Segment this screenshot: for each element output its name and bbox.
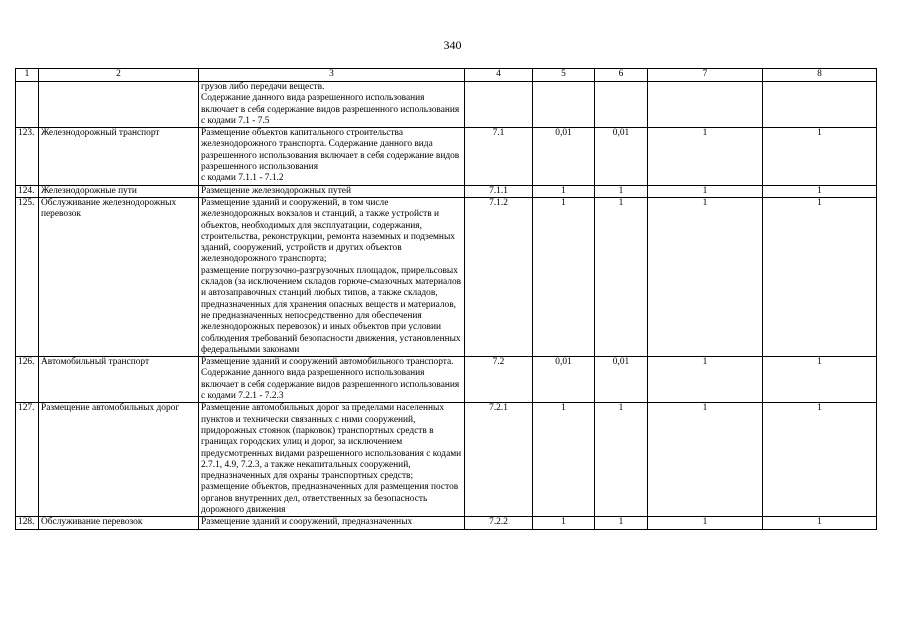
code-cell: 7.1.1 [465, 185, 533, 197]
row-number-cell: 128. [16, 517, 39, 529]
col6-cell: 1 [595, 185, 648, 197]
table-row [16, 82, 877, 128]
code-cell: 7.1 [465, 128, 533, 185]
header-cell: 7 [648, 69, 763, 82]
header-cell: 6 [595, 69, 648, 82]
use-name-cell: Обслуживание железнодорожных перевозок [39, 197, 199, 356]
col8-cell [763, 82, 877, 128]
table-header-row [16, 69, 877, 82]
row-number-cell: 125. [16, 197, 39, 356]
table-row [16, 128, 877, 185]
col6-cell: 0,01 [595, 357, 648, 403]
col5-cell: 0,01 [533, 357, 595, 403]
row-number-cell: 127. [16, 403, 39, 517]
header-cell: 8 [763, 69, 877, 82]
header-cell: 3 [199, 69, 465, 82]
description-cell: Размещение автомобильных дорог за пределами населенных пунктов и технически связанных с ними сооружений, придорожных стоянок (парковок) транспортных средств в границах городских улиц и дорог, за исключением предусмотренных видами разрешенного использования с кодами 2.7.1, 4.9, 7.2.3, а также некапитальных сооружений, предназначенных для охраны транспортных средств; размещение объектов, предназначенных для размещения постов органов внутренних дел, ответственных за безопасность дорожного движения [199, 403, 465, 517]
col7-cell [648, 82, 763, 128]
use-name-cell: Железнодорожный транспорт [39, 128, 199, 185]
description-cell: Размещение зданий и сооружений автомобильного транспорта. Содержание данного вида разрешенного использования включает в себя содержание видов разрешенного использования с кодами 7.2.1 - 7.2.3 [199, 357, 465, 403]
col6-cell [595, 82, 648, 128]
col5-cell: 1 [533, 403, 595, 517]
row-number-cell [16, 82, 39, 128]
col5-cell [533, 82, 595, 128]
col7-cell: 1 [648, 197, 763, 356]
code-cell [465, 82, 533, 128]
table-row [16, 517, 877, 529]
col6-cell: 1 [595, 403, 648, 517]
code-cell: 7.2.2 [465, 517, 533, 529]
description-cell: Размещение железнодорожных путей [199, 185, 465, 197]
col5-cell: 1 [533, 185, 595, 197]
description-cell: Размещение объектов капитального строительства железнодорожного транспорта. Содержание данного вида разрешенного использования включает в себя содержание видов разрешенного использования с кодами 7.1.1 - 7.1.2 [199, 128, 465, 185]
description-cell: Размещение зданий и сооружений, в том числе железнодорожных вокзалов и станций, а также устройств и объектов, необходимых для эксплуатации, содержания, строительства, реконструкции, ремонта наземных и подземных зданий, сооружений, устройств и других объектов железнодорожного транспорта; размещение погрузочно-разгрузочных площадок, прирельсовых складов (за исключением складов горюче-смазочных материалов и автозаправочных станций любых типов, а также складов, предназначенных для хранения опасных веществ и материалов, не предназначенных непосредственно для обеспечения железнодорожных перевозок) и иных объектов при условии соблюдения требований безопасности движения, установленных федеральными законами [199, 197, 465, 356]
col8-cell: 1 [763, 517, 877, 529]
col6-cell: 0,01 [595, 128, 648, 185]
col8-cell: 1 [763, 403, 877, 517]
table-row [16, 403, 877, 517]
col5-cell: 0,01 [533, 128, 595, 185]
use-name-cell [39, 82, 199, 128]
col8-cell: 1 [763, 185, 877, 197]
use-name-cell: Железнодорожные пути [39, 185, 199, 197]
col7-cell: 1 [648, 403, 763, 517]
row-number-cell: 123. [16, 128, 39, 185]
col5-cell: 1 [533, 197, 595, 356]
code-cell: 7.2.1 [465, 403, 533, 517]
col6-cell: 1 [595, 517, 648, 529]
row-number-cell: 126. [16, 357, 39, 403]
col8-cell: 1 [763, 128, 877, 185]
description-cell: грузов либо передачи веществ. Содержание данного вида разрешенного использования включает в себя содержание видов разрешенного использования с кодами 7.1 - 7.5 [199, 82, 465, 128]
col8-cell: 1 [763, 357, 877, 403]
row-number-cell: 124. [16, 185, 39, 197]
code-cell: 7.1.2 [465, 197, 533, 356]
col7-cell: 1 [648, 128, 763, 185]
col7-cell: 1 [648, 185, 763, 197]
land-use-table [15, 68, 877, 530]
page-number: 340 [443, 38, 462, 52]
table-row [16, 185, 877, 197]
use-name-cell: Обслуживание перевозок [39, 517, 199, 529]
header-cell: 4 [465, 69, 533, 82]
table-row [16, 197, 877, 356]
description-cell: Размещение зданий и сооружений, предназначенных [199, 517, 465, 529]
header-cell: 2 [39, 69, 199, 82]
code-cell: 7.2 [465, 357, 533, 403]
col7-cell: 1 [648, 517, 763, 529]
header-cell: 5 [533, 69, 595, 82]
col8-cell: 1 [763, 197, 877, 356]
use-name-cell: Размещение автомобильных дорог [39, 403, 199, 517]
use-name-cell: Автомобильный транспорт [39, 357, 199, 403]
col7-cell: 1 [648, 357, 763, 403]
header-cell: 1 [16, 69, 39, 82]
col6-cell: 1 [595, 197, 648, 356]
col5-cell: 1 [533, 517, 595, 529]
table-row [16, 357, 877, 403]
